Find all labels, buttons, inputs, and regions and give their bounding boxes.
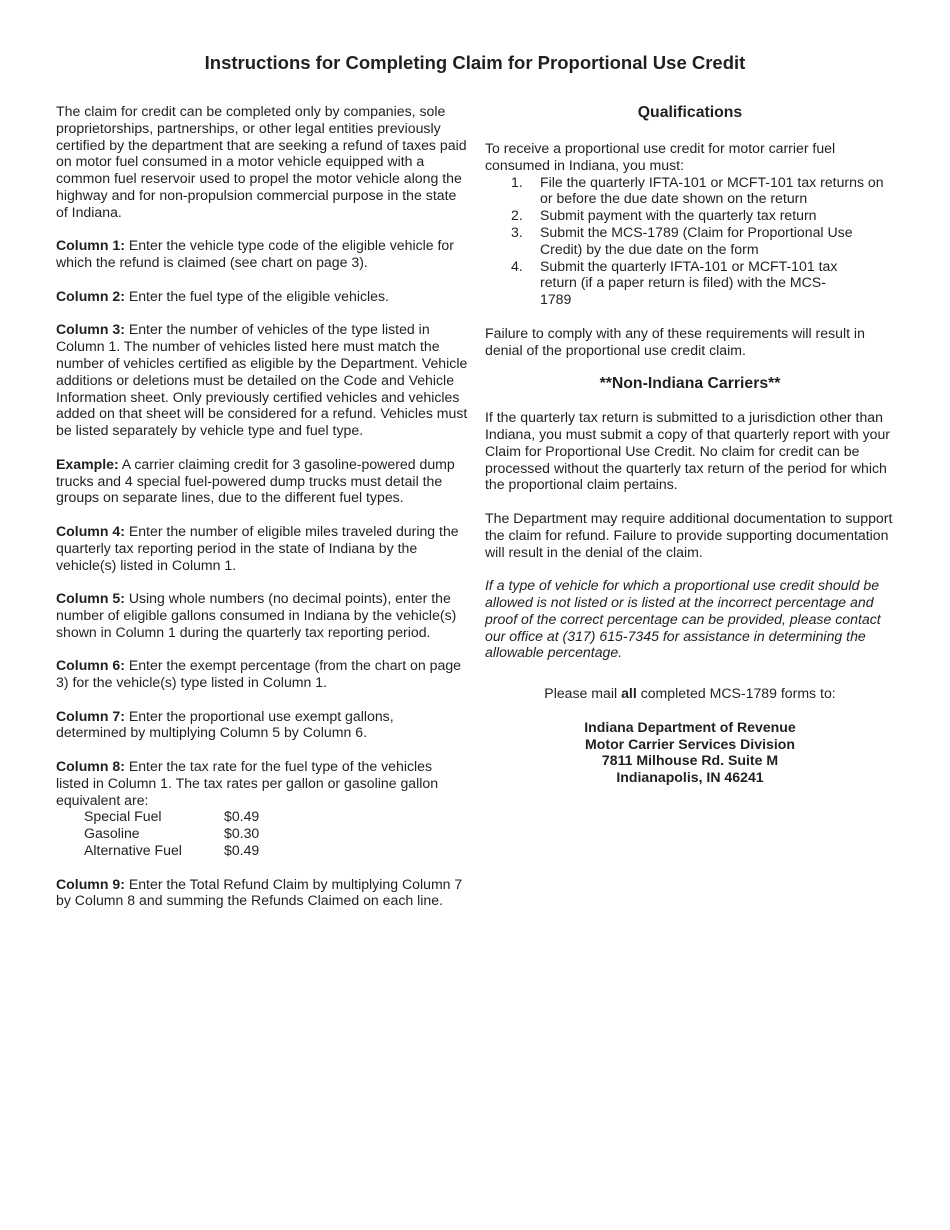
tax-rate-row — [84, 825, 468, 842]
column-6-text: Enter the exempt percentage (from the chart on page 3) for the vehicle(s) type listed in Column 1. — [56, 657, 462, 691]
column-3-instruction — [56, 321, 468, 439]
column-2-instruction — [56, 288, 468, 305]
tax-rate-row — [84, 808, 468, 825]
column-7-label: Column 7: — [56, 707, 125, 724]
list-item — [485, 207, 895, 224]
address-line: Indianapolis, IN 46241 — [616, 769, 764, 786]
qualifications-heading: Qualifications — [637, 104, 743, 121]
column-7-text: Enter the proportional use exempt gallons, determined by multiplying Column 5 by Column 6. — [56, 707, 394, 741]
address-line: Indiana Department of Revenue — [584, 718, 796, 735]
column-1-instruction — [56, 237, 468, 271]
contact-paragraph: If a type of vehicle for which a proportional use credit should be allowed is not listed or is listed at the incorrect percentage and proof of the correct percentage can be provided, please contact our office at (317) 615-7345 for assistance in determining the allowable percentage. — [485, 577, 881, 661]
column-1-text: Enter the vehicle type code of the eligible vehicle for which the refund is claimed (see chart on page 3). — [56, 237, 454, 271]
left-column — [56, 103, 468, 926]
example-paragraph — [56, 456, 468, 506]
tax-rate: $0.49 — [224, 842, 260, 859]
tax-rate-table — [56, 808, 468, 858]
list-item-text: Submit the MCS-1789 (Claim for Proportional Use Credit) by the due date on the form — [540, 223, 853, 257]
tax-rate: $0.49 — [224, 808, 260, 825]
address-line: Motor Carrier Services Division — [585, 735, 795, 752]
list-item — [485, 174, 895, 208]
column-9-label: Column 9: — [56, 875, 125, 892]
mail-text-pre: Please mail — [544, 685, 622, 702]
list-item-number: 4. — [511, 257, 523, 274]
list-item-text: File the quarterly IFTA-101 or MCFT-101 tax returns on or before the due date shown on the return — [540, 173, 884, 207]
mailing-address — [485, 719, 895, 786]
column-5-text: Using whole numbers (no decimal points), enter the number of eligible gallons consumed in Indiana by the vehicle(s) shown in Column 1 during the quarterly tax reporting period. — [56, 590, 457, 640]
qualifications-intro: To receive a proportional use credit for motor carrier fuel consumed in Indiana, you must: — [485, 140, 836, 173]
failure-paragraph: Failure to comply with any of these requirements will result in denial of the proportional use credit claim. — [485, 324, 865, 358]
column-1-label: Column 1: — [56, 237, 125, 254]
fuel-type: Special Fuel — [84, 808, 162, 825]
column-8-instruction — [56, 758, 468, 808]
column-5-label: Column 5: — [56, 590, 125, 607]
list-item-number: 2. — [511, 207, 523, 224]
column-7-instruction — [56, 708, 468, 742]
page-title: Instructions for Completing Claim for Proportional Use Credit — [204, 52, 746, 73]
right-column — [485, 103, 895, 786]
column-4-text: Enter the number of eligible miles traveled during the quarterly tax reporting period in the state of Indiana by the vehicle(s) listed in Column 1. — [56, 522, 459, 573]
fuel-type: Alternative Fuel — [84, 842, 182, 859]
non-indiana-carriers-heading: **Non-Indiana Carriers** — [599, 375, 781, 393]
qualifications-list — [485, 174, 895, 308]
list-item — [485, 224, 895, 258]
non-indiana-carriers-paragraph: If the quarterly tax return is submitted to a jurisdiction other than Indiana, you must submit a copy of that quarterly report with your Claim for Proportional Use Credit. No claim for credit can be processed without the quarterly tax return of the period for which the proportional claim pertains. — [485, 409, 891, 493]
column-9-instruction — [56, 876, 468, 910]
mail-text-bold: all — [621, 685, 637, 702]
column-2-text: Enter the fuel type of the eligible vehicles. — [124, 287, 389, 304]
documentation-paragraph: The Department may require additional documentation to support the claim for refund. Failure to provide supporting documentation will result in the denial of the claim. — [485, 509, 893, 560]
column-6-instruction — [56, 657, 468, 691]
intro-paragraph: The claim for credit can be completed only by companies, sole proprietorships, partnerships, or other legal entities previously certified by the department that are seeking a refund of taxes paid on motor fuel consumed in a motor vehicle equipped with a common fuel reservoir used to propel the motor vehicle along the highway and for non-propulsion commercial purpose in the state of Indiana. — [56, 103, 467, 220]
column-3-label: Column 3: — [56, 321, 125, 338]
list-item — [485, 258, 895, 308]
example-label: Example: — [56, 455, 119, 472]
mailing-instruction — [485, 685, 895, 702]
tax-rate-row — [84, 842, 468, 859]
example-text: A carrier claiming credit for 3 gasoline-powered dump trucks and 4 special fuel-powered dump trucks must detail the groups on separate lines, due to the different fuel types. — [56, 455, 455, 506]
column-4-instruction — [56, 523, 468, 573]
list-item-text: Submit payment with the quarterly tax return — [540, 207, 817, 224]
column-3-text: Enter the number of vehicles of the type listed in Column 1. The number of vehicles listed here must match the number of vehicles certified as eligible by the Department. Vehicle additions or deletions must be detailed on the Code and Vehicle Information sheet. Only previously certified vehicles and vehicles added on that sheet will be considered for a refund. Vehicles must be listed separately by vehicle type and fuel type. — [56, 321, 468, 439]
address-line: 7811 Milhouse Rd. Suite M — [601, 752, 779, 769]
list-item-text: Submit the quarterly IFTA-101 or MCFT-101 tax return (if a paper return is filed) with the MCS-1789 — [540, 257, 838, 308]
list-item-number: 3. — [511, 223, 523, 240]
column-6-label: Column 6: — [56, 657, 125, 674]
column-8-label: Column 8: — [56, 758, 125, 775]
fuel-type: Gasoline — [84, 825, 140, 842]
column-2-label: Column 2: — [56, 287, 125, 304]
column-9-text: Enter the Total Refund Claim by multiplying Column 7 by Column 8 and summing the Refunds Claimed on each line. — [56, 875, 463, 909]
mail-text-post: completed MCS-1789 forms to: — [636, 685, 836, 702]
tax-rate: $0.30 — [224, 825, 260, 842]
column-5-instruction — [56, 590, 468, 640]
column-8-text: Enter the tax rate for the fuel type of the vehicles listed in Column 1. The tax rates per gallon or gasoline gallon equivalent are: — [56, 758, 439, 808]
list-item-number: 1. — [511, 173, 523, 190]
column-4-label: Column 4: — [56, 522, 125, 539]
